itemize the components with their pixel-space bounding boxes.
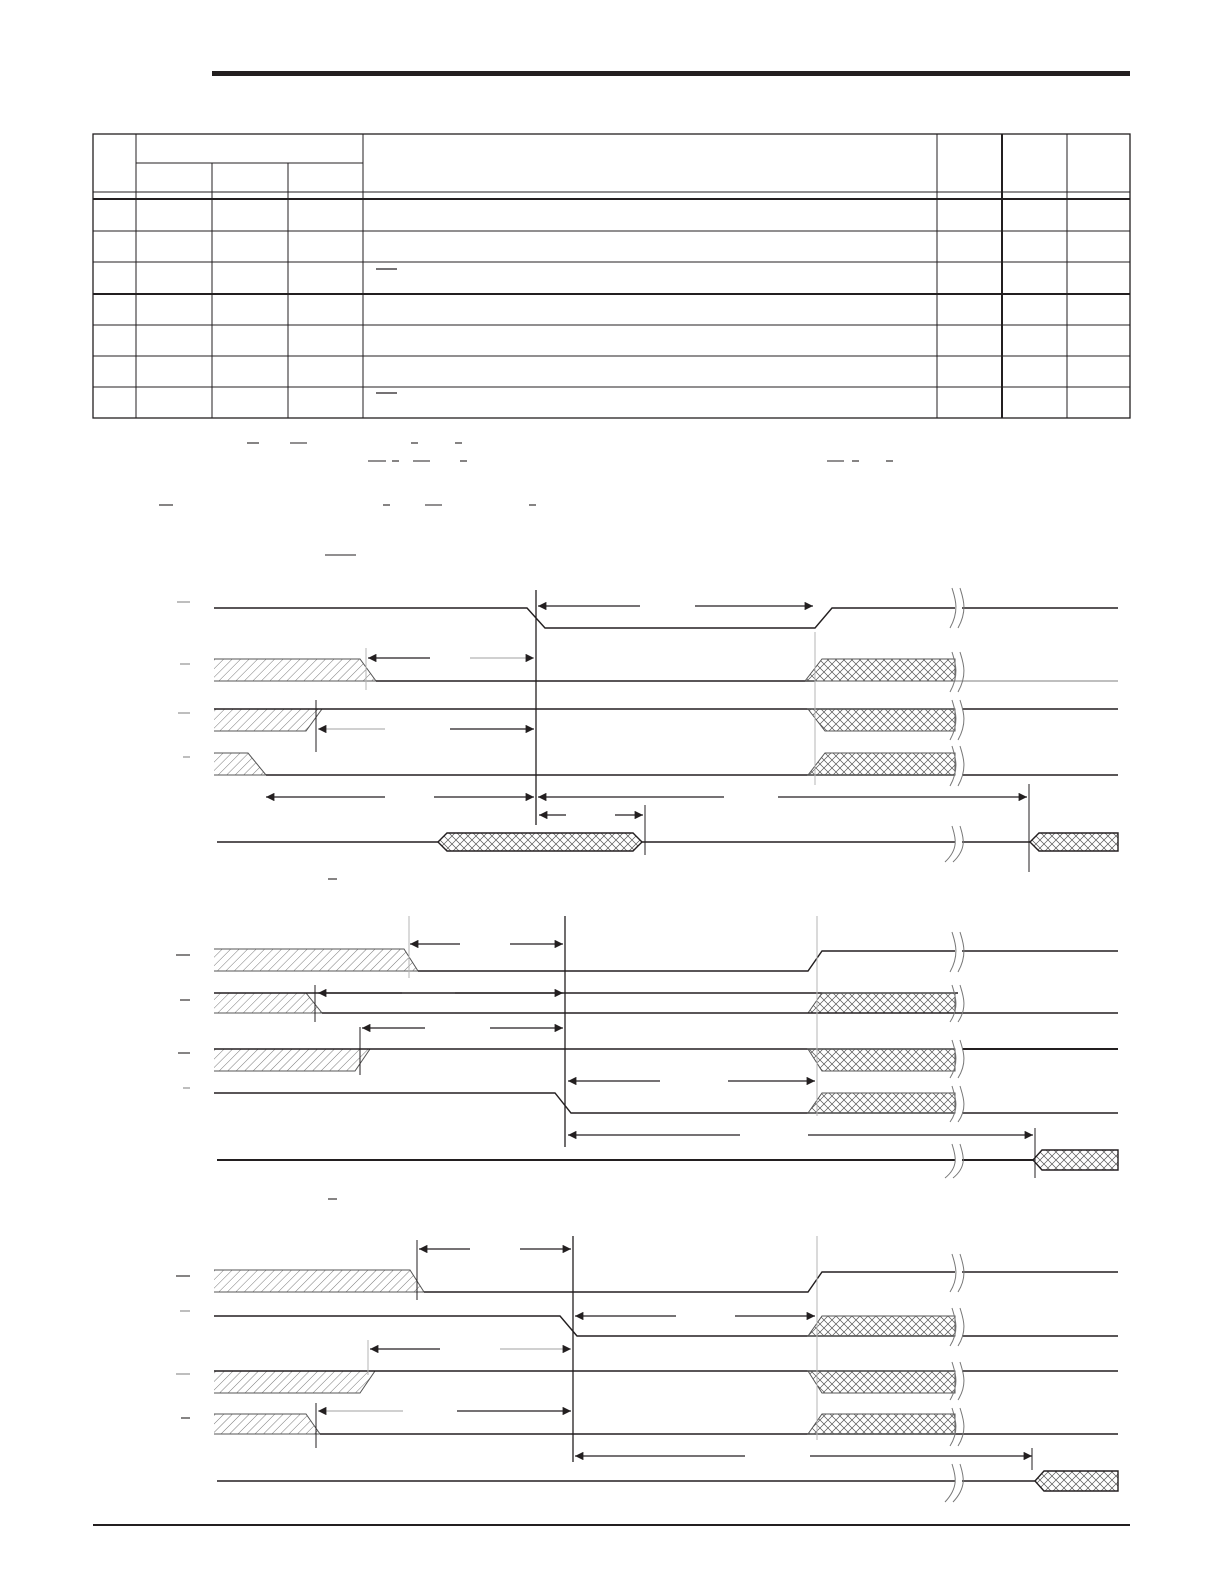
footer-rule: [93, 1524, 1130, 1526]
spec-table: [93, 134, 1130, 418]
timing-diagram-2: [214, 916, 1118, 1178]
timing-diagram-3: [214, 1236, 1118, 1502]
timing-diagram-1: [214, 588, 1118, 872]
